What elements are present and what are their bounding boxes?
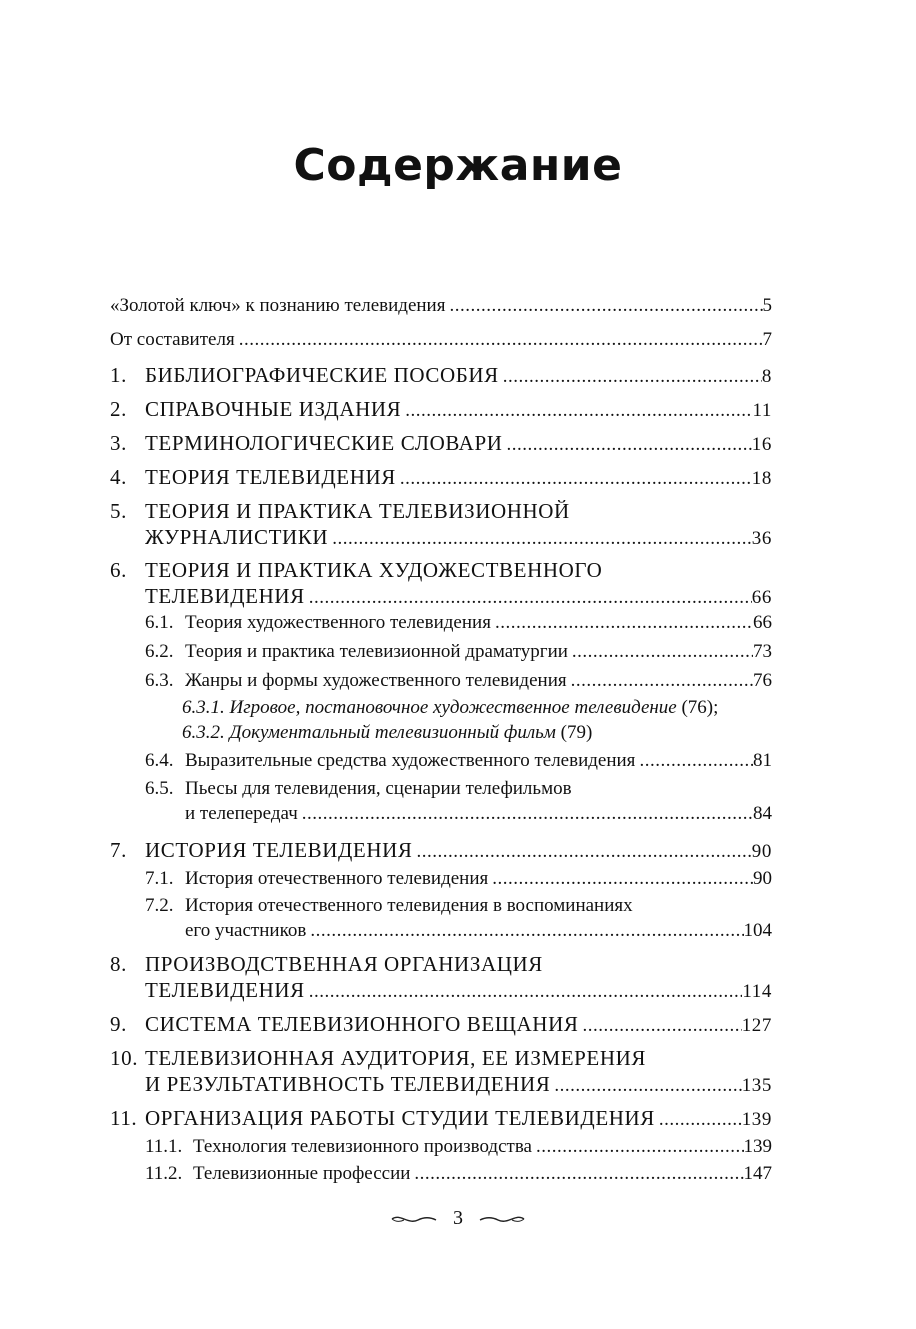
section-number: 7.2. [145, 895, 174, 916]
toc-entry-title: От составителя [110, 329, 235, 350]
section-number: 11.1. [145, 1136, 183, 1157]
leader-dots [499, 364, 762, 390]
leader-dots [550, 1073, 741, 1099]
section-number: 6.5. [145, 778, 174, 799]
toc-entry-page: 7 [762, 329, 772, 350]
page-number: 3 [453, 1207, 463, 1229]
toc-entry-title: СПРАВОЧНЫЕ ИЗДАНИЯ [145, 397, 402, 421]
toc-entry-page: 90 [751, 841, 772, 862]
toc-entry-page: 139 [741, 1109, 772, 1130]
leader-dots [396, 466, 752, 492]
toc-entry [145, 977, 772, 1003]
toc-entry-page: 5 [762, 295, 772, 316]
toc-entry-page: 73 [753, 641, 772, 662]
toc-entry-page: 139 [743, 1136, 772, 1157]
leader-dots [635, 748, 753, 774]
toc-entry-title: ИСТОРИЯ ТЕЛЕВИДЕНИЯ [145, 838, 413, 862]
leader-dots [488, 866, 753, 892]
toc-entry [145, 464, 772, 490]
toc-entry [185, 918, 772, 944]
toc-entry-title: СИСТЕМА ТЕЛЕВИЗИОННОГО ВЕЩАНИЯ [145, 1012, 579, 1036]
section-number: 6.2. [145, 641, 174, 662]
toc-entry-title: Теория и практика телевизионной драматургии [185, 641, 568, 662]
leader-dots [445, 293, 762, 319]
toc-entry-line1: ТЕОРИЯ И ПРАКТИКА ТЕЛЕВИЗИОННОЙ [145, 499, 570, 523]
toc-entry [145, 1011, 772, 1037]
toc-entry-page: 127 [741, 1015, 772, 1036]
toc-entry [145, 362, 772, 388]
leader-dots [413, 839, 752, 865]
leader-dots [235, 327, 763, 353]
section-number: 7.1. [145, 868, 174, 889]
subsection-title: Игровое, постановочное художественное телевидение [229, 697, 677, 718]
toc-entry [185, 639, 772, 665]
toc-entry-title: Выразительные средства художественного телевидения [185, 750, 636, 771]
toc-entry [185, 866, 772, 892]
chapter-number: 8. [110, 952, 127, 976]
toc-entry-page: 8 [761, 366, 772, 387]
toc-entry-title: Технология телевизионного производства [193, 1136, 532, 1157]
subsection-page: (79) [560, 722, 593, 743]
leader-dots [568, 639, 753, 665]
toc-entry-title: И РЕЗУЛЬТАТИВНОСТЬ ТЕЛЕВИДЕНИЯ [145, 1072, 551, 1096]
subsection-number: 6.3.2. [182, 722, 225, 743]
chapter-number: 5. [110, 499, 127, 523]
toc-entry-title: ТЕЛЕВИДЕНИЯ [145, 584, 305, 608]
page-footer [0, 1207, 916, 1230]
toc-entry [185, 668, 772, 694]
leader-dots [532, 1134, 744, 1160]
leader-dots [305, 585, 752, 611]
toc-entry-page: 11 [752, 400, 772, 421]
toc-entry [193, 1161, 772, 1187]
subsection-page: (76); [681, 697, 719, 718]
toc-entry [110, 293, 772, 319]
toc-entry-title: и телепередач [185, 803, 298, 824]
page-title: Содержание [293, 140, 623, 191]
toc-entry-page: 81 [753, 750, 772, 771]
toc-entry [185, 801, 772, 827]
toc-entry-title: ЖУРНАЛИСТИКИ [145, 525, 329, 549]
toc-entry-page: 114 [742, 981, 772, 1002]
leader-dots [328, 526, 752, 552]
toc-entry [185, 610, 772, 636]
chapter-number: 10. [110, 1046, 139, 1070]
chapter-number: 3. [110, 431, 127, 455]
leader-dots [401, 398, 752, 424]
toc-entry-title: ОРГАНИЗАЦИЯ РАБОТЫ СТУДИИ ТЕЛЕВИДЕНИЯ [145, 1106, 655, 1130]
flourish-left-icon [390, 1211, 438, 1227]
toc-entry [145, 837, 772, 863]
toc-entry-title: БИБЛИОГРАФИЧЕСКИЕ ПОСОБИЯ [145, 363, 499, 387]
toc-entry-line1: Пьесы для телевидения, сценарии телефильмов [185, 778, 572, 799]
toc-entry-page: 147 [743, 1163, 772, 1184]
toc-entry-title: ТЕОРИЯ ТЕЛЕВИДЕНИЯ [145, 465, 396, 489]
toc-entry-page: 66 [751, 587, 772, 608]
toc-entry-title: ТЕРМИНОЛОГИЧЕСКИЕ СЛОВАРИ [145, 431, 503, 455]
leader-dots [305, 979, 743, 1005]
toc-entry [145, 396, 772, 422]
toc-entry [145, 583, 772, 609]
toc-entry-title: Жанры и формы художественного телевидения [185, 670, 567, 691]
toc-entry [193, 1134, 772, 1160]
chapter-number: 7. [110, 838, 127, 862]
toc-entry [110, 327, 772, 353]
leader-dots [306, 918, 743, 944]
toc-entry-page: 104 [743, 920, 772, 941]
toc-entry-page: 66 [753, 612, 772, 633]
toc-entry-title: История отечественного телевидения [185, 868, 489, 889]
toc-entry [145, 430, 772, 456]
chapter-number: 1. [110, 363, 127, 387]
toc-entry-line1: ТЕЛЕВИЗИОННАЯ АУДИТОРИЯ, ЕЕ ИЗМЕРЕНИЯ [145, 1046, 646, 1070]
toc-entry-page: 90 [753, 868, 772, 889]
toc-entry-page: 135 [741, 1075, 772, 1096]
toc-entry-line1: История отечественного телевидения в воспоминаниях [185, 895, 633, 916]
section-number: 6.4. [145, 750, 174, 771]
toc-entry-title: Телевизионные профессии [193, 1163, 411, 1184]
leader-dots [655, 1107, 742, 1133]
flourish-right-icon [478, 1211, 526, 1227]
chapter-number: 6. [110, 558, 127, 582]
leader-dots [491, 610, 753, 636]
toc-entry-title: ТЕЛЕВИДЕНИЯ [145, 978, 305, 1002]
toc-entry-line1: ТЕОРИЯ И ПРАКТИКА ХУДОЖЕСТВЕННОГО [145, 558, 603, 582]
chapter-number: 11. [110, 1106, 138, 1130]
toc-entry [145, 524, 772, 550]
chapter-number: 4. [110, 465, 127, 489]
toc-entry [145, 1105, 772, 1131]
toc-entry-title: его участников [185, 920, 307, 941]
leader-dots [503, 432, 752, 458]
toc-entry-page: 76 [753, 670, 772, 691]
section-number: 11.2. [145, 1163, 183, 1184]
toc-entry-page: 84 [753, 803, 772, 824]
section-number: 6.1. [145, 612, 174, 633]
toc-entry [145, 1071, 772, 1097]
chapter-number: 2. [110, 397, 127, 421]
chapter-number: 9. [110, 1012, 127, 1036]
subsection-line [182, 720, 592, 746]
toc-entry [185, 748, 772, 774]
section-number: 6.3. [145, 670, 174, 691]
toc-entry-title: «Золотой ключ» к познанию телевидения [110, 295, 446, 316]
toc-entry-title: Теория художественного телевидения [185, 612, 491, 633]
subsection-line [182, 695, 718, 721]
subsection-number: 6.3.1. [182, 697, 225, 718]
toc-entry-page: 36 [751, 528, 772, 549]
leader-dots [567, 668, 753, 694]
toc-entry-page: 16 [751, 434, 772, 455]
leader-dots [578, 1013, 741, 1039]
subsection-title: Документальный телевизионный фильм [229, 722, 556, 743]
toc-entry-line1: ПРОИЗВОДСТВЕННАЯ ОРГАНИЗАЦИЯ [145, 952, 543, 976]
toc-entry-page: 18 [751, 468, 772, 489]
leader-dots [298, 801, 753, 827]
leader-dots [410, 1161, 743, 1187]
